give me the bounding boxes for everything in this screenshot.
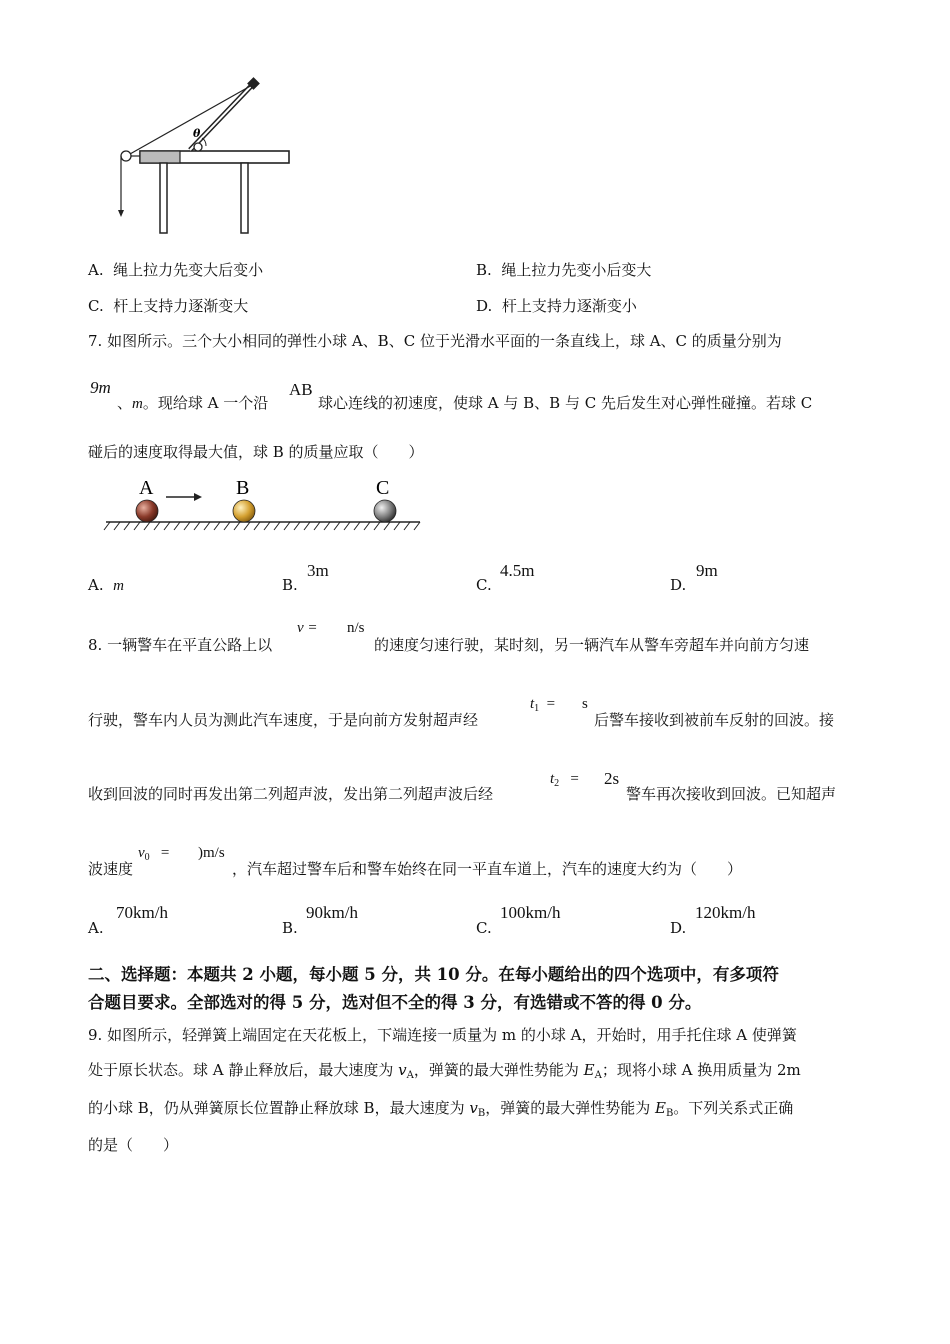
rope — [130, 84, 254, 154]
ball-b — [233, 500, 255, 522]
ball-a — [136, 500, 158, 522]
q9-line1: 9. 如图所示，轻弹簧上端固定在天花板上，下端连接一质量为 m 的小球 A，开始时，用手托住球 A 使弹簧 — [88, 1026, 797, 1044]
ball-c-label: C — [376, 477, 390, 499]
q6-option-c[interactable]: C. 杆上支持力逐渐变大 — [88, 297, 249, 315]
theta-label: θ — [193, 127, 201, 140]
table-top-shade — [140, 151, 180, 163]
q7-line2-tail: 球心连线的初速度，使球 A 与 B、B 与 C 先后发生对心弹性碰撞。若球 C — [318, 394, 813, 412]
q7-option-b-letter[interactable]: B. — [282, 576, 298, 594]
q8-option-b-value[interactable]: 90km/h — [306, 903, 358, 922]
q8-option-d-letter[interactable]: D. — [670, 919, 687, 937]
q8-v-unit: n/s — [347, 620, 365, 636]
hinge — [194, 143, 202, 151]
q8-v0: $v_0$ = — [138, 845, 170, 863]
q8-line4-head: 波速度 — [88, 860, 134, 878]
ground-hatch — [104, 522, 420, 530]
q6-figure — [108, 76, 298, 221]
q8-line4-tail: ，汽车超过警车后和警车始终在同一平直车道上，汽车的速度大约为（ ） — [232, 860, 743, 878]
q7-figure — [104, 476, 424, 536]
q6-option-d[interactable]: D. 杆上支持力逐渐变小 — [476, 297, 637, 315]
right-arrow-icon — [194, 493, 202, 501]
q6-option-a[interactable]: A. 绳上拉力先变大后变小 — [88, 261, 264, 279]
ball-c — [374, 500, 396, 522]
ball-a-label: A — [139, 477, 154, 499]
q8-t2-value: 2s — [604, 769, 620, 788]
q7-option-d-letter[interactable]: D. — [670, 576, 687, 594]
q8-line3-tail: 警车再次接收到回波。已知超声 — [626, 785, 837, 803]
q9-line2: 处于原长状态。球 A 静止释放后，最大速度为 $v_A$，弹簧的最大弹性势能为 $E_A$；现将小球 A 换用质量为 2m — [88, 1061, 801, 1081]
q8-line2-tail: 后警车接收到被前车反射的回波。接 — [594, 711, 835, 729]
table-leg-right — [241, 163, 248, 233]
q7-option-a[interactable]: A. m — [88, 576, 124, 594]
table-leg-left — [160, 163, 167, 233]
pulley — [121, 151, 131, 161]
q8-option-c-value[interactable]: 100km/h — [500, 903, 561, 922]
q8-option-b-letter[interactable]: B. — [282, 919, 298, 937]
q7-option-d-value[interactable]: 9m — [696, 561, 718, 580]
q8-option-a-value[interactable]: 70km/h — [116, 903, 168, 922]
q8-t1-unit: s — [582, 696, 588, 712]
q7-line3: 碰后的速度取得最大值，球 B 的质量应取（ ） — [88, 443, 424, 461]
q7-mass-9m: 9m — [90, 378, 111, 397]
q8-line2-head: 行驶，警车内人员为测此汽车速度，于是向前方发射超声经 — [88, 711, 479, 729]
q8-t2: $t_2$ = — [550, 771, 579, 789]
q8-v0-unit: )m/s — [198, 845, 225, 861]
q8-line3-head: 收到回波的同时再发出第二列超声波，发出第二列超声波后经 — [88, 785, 494, 803]
q8-option-a-letter[interactable]: A. — [88, 919, 104, 937]
q7-option-c-value[interactable]: 4.5m — [500, 561, 535, 580]
q9-line4: 的是（ ） — [88, 1136, 179, 1154]
q8-v-formula: v = — [297, 620, 318, 636]
q8-option-d-value[interactable]: 120km/h — [695, 903, 756, 922]
ball-b-label: B — [236, 477, 250, 499]
q8-option-c-letter[interactable]: C. — [476, 919, 492, 937]
q8-t1: $t_1$ = — [530, 696, 556, 714]
q6-option-b[interactable]: B. 绳上拉力先变小后变大 — [476, 261, 652, 279]
q8-line1-head: 8. 一辆警车在平直公路上以 — [88, 636, 273, 654]
q7-option-b-value[interactable]: 3m — [307, 561, 329, 580]
down-arrow-icon — [118, 210, 124, 217]
q7-option-c-letter[interactable]: C. — [476, 576, 492, 594]
q7-ab-symbol: AB — [289, 380, 313, 399]
section-2-heading-line1: 二、选择题：本题共 2 小题，每小题 5 分，共 10 分。在每小题给出的四个选项中，有多项符 — [88, 965, 779, 984]
section-2-heading-line2: 合题目要求。全部选对的得 5 分，选对但不全的得 3 分，有选错或不答的得 0 分。 — [88, 993, 702, 1012]
q9-line3: 的小球 B，仍从弹簧原长位置静止释放球 B，最大速度为 $v_B$，弹簧的最大弹性势能为 $E_B$。下列关系式正确 — [88, 1099, 794, 1119]
q7-line1: 7. 如图所示。三个大小相同的弹性小球 A、B、C 位于光滑水平面的一条直线上，球 A、C 的质量分别为 — [88, 332, 782, 350]
q8-line1-tail: 的速度匀速行驶，某时刻，另一辆汽车从警车旁超车并向前方匀速 — [374, 636, 810, 654]
q7-line2: 、m。现给球 A 一个沿 — [117, 394, 269, 412]
